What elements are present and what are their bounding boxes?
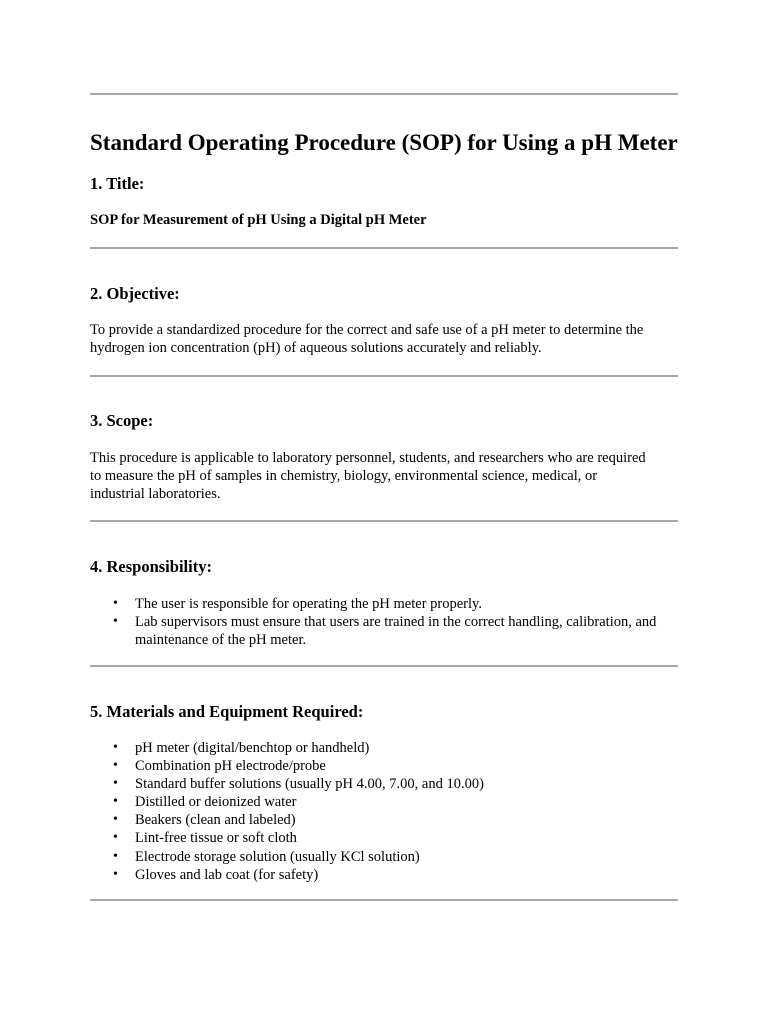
list-item	[90, 848, 678, 866]
list-item	[90, 829, 678, 847]
objective-line-2: hydrogen ion concentration (pH) of aqueous solutions accurately and reliably.	[90, 340, 542, 356]
list-item-text: Lab supervisors must ensure that users are trained in the correct handling, calibration, and	[135, 614, 657, 631]
list-item-text: Standard buffer solutions (usually pH 4.00, 7.00, and 10.00)	[135, 776, 484, 793]
list-item-text: The user is responsible for operating the pH meter properly.	[135, 596, 482, 612]
sop-subtitle: SOP for Measurement of pH Using a Digital pH Meter	[90, 212, 427, 228]
list-item	[90, 775, 678, 793]
section-heading-materials: 5. Materials and Equipment Required:	[90, 702, 364, 721]
horizontal-rule	[90, 520, 678, 522]
document-title: Standard Operating Procedure (SOP) for Using a pH Meter	[90, 130, 678, 155]
list-item-text: Distilled or deionized water	[135, 794, 297, 811]
list-item-text: pH meter (digital/benchtop or handheld)	[135, 740, 370, 756]
list-item-text: Combination pH electrode/probe	[135, 758, 326, 775]
list-item-text: Lint-free tissue or soft cloth	[135, 830, 297, 847]
section-heading-title: 1. Title:	[90, 174, 145, 193]
bullet-icon: •	[113, 740, 118, 755]
section-heading-responsibility: 4. Responsibility:	[90, 557, 212, 576]
bullet-icon: •	[113, 776, 118, 792]
scope-line-1: This procedure is applicable to laboratory personnel, students, and researchers who are required	[90, 450, 646, 466]
bullet-icon: •	[113, 812, 118, 828]
list-item-text: Gloves and lab coat (for safety)	[135, 866, 319, 883]
bullet-icon: •	[113, 830, 118, 846]
list-item	[90, 811, 678, 829]
horizontal-rule	[90, 375, 678, 377]
section-heading-objective: 2. Objective:	[90, 284, 180, 303]
materials-list	[90, 739, 678, 884]
bullet-icon: •	[113, 794, 118, 810]
list-item	[90, 793, 678, 811]
horizontal-rule	[90, 93, 678, 95]
list-item-text: maintenance of the pH meter.	[135, 632, 307, 649]
bullet-icon: •	[113, 758, 118, 774]
objective-line-1: To provide a standardized procedure for the correct and safe use of a pH meter to determine the	[90, 322, 644, 338]
bullet-icon: •	[113, 596, 118, 611]
horizontal-rule	[90, 665, 678, 667]
responsibility-list	[90, 595, 678, 649]
list-item	[90, 613, 678, 631]
horizontal-rule	[90, 247, 678, 249]
list-item-text: Beakers (clean and labeled)	[135, 812, 296, 829]
bullet-icon: •	[113, 614, 118, 630]
list-item-continuation	[90, 631, 678, 649]
horizontal-rule	[90, 899, 678, 901]
list-item	[90, 757, 678, 775]
bullet-icon: •	[113, 866, 118, 882]
scope-line-2: to measure the pH of samples in chemistry, biology, environmental science, medical, or	[90, 468, 598, 484]
list-item	[90, 866, 678, 884]
list-item	[90, 595, 678, 613]
scope-line-3: industrial laboratories.	[90, 486, 221, 502]
list-item	[90, 739, 678, 757]
list-item-text: Electrode storage solution (usually KCl solution)	[135, 848, 420, 865]
section-heading-scope: 3. Scope:	[90, 411, 154, 430]
bullet-icon: •	[113, 848, 118, 864]
